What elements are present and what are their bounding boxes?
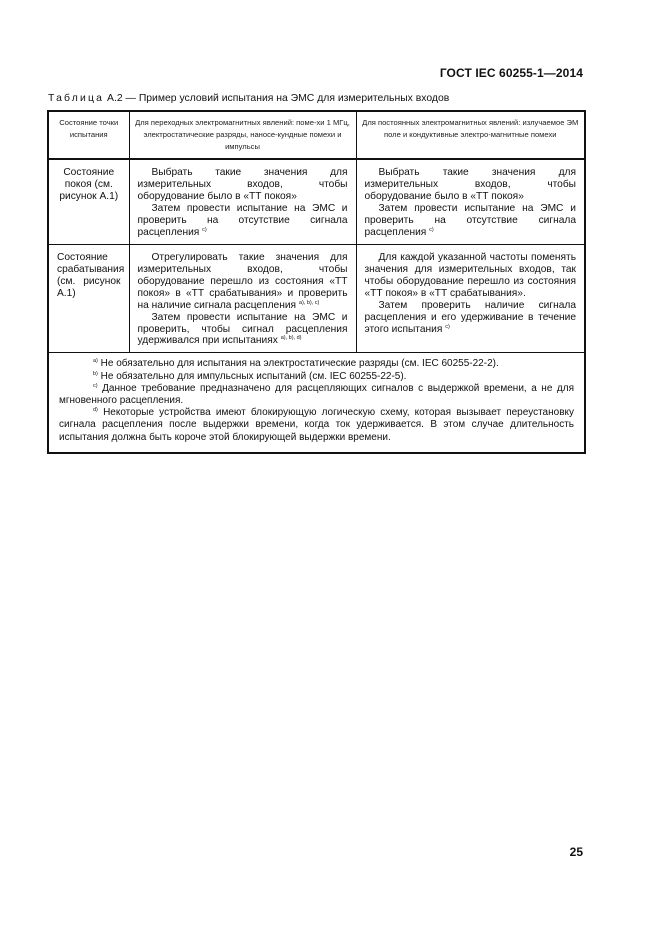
table-note: $^{d)}$ Некоторые устройства имеют блокирующую логическую схему, которая вызывает переустановку сигнала расцепления после выдержки времени, когда ток удерживается. В этом случае длительность испытания должна быть короче этой блокирующей выдержки времени. — [59, 407, 574, 443]
emc-test-table — [47, 110, 586, 454]
cell-paragraph: Выбрать такие значения для измерительных входов, чтобы оборудование было в «ТТ покоя» — [364, 167, 576, 203]
footnote-ref: c) — [202, 226, 207, 233]
document-header: ГОСТ IEC 60255-1—2014 — [439, 66, 583, 80]
continuous-cell — [356, 159, 585, 244]
table-note: $^{b)}$ Не обязательно для импульсных испытаний (см. IEC 60255-22-5). — [93, 370, 407, 382]
header-test-point-state: Состояние точки испытания — [48, 111, 129, 159]
table-header-row — [48, 111, 585, 159]
table-notes — [48, 353, 585, 453]
footnote-ref: c) — [445, 323, 450, 330]
continuous-cell — [356, 244, 585, 353]
transient-cell — [129, 244, 356, 353]
table-row — [48, 244, 585, 353]
footnote-ref: c) — [429, 226, 434, 233]
table-caption — [48, 93, 449, 104]
state-cell: Состояние покоя (см. рисунок А.1) — [48, 159, 129, 244]
footnote-ref: a), b), d) — [280, 335, 302, 342]
cell-paragraph: Для каждой указанной частоты поменять значения для измерительных входов, так чтобы оборудование перешло из состояния «ТТ покоя» в «ТТ срабатывания». — [364, 251, 576, 299]
header-transient-phenomena: Для переходных электромагнитных явлений: поме-хи 1 МГц, электростатические разряды, наносе-кундные помехи и импульсы — [129, 111, 356, 159]
caption-dash: — — [125, 93, 136, 104]
cell-paragraph: Затем провести испытание на ЭМС и проверить на отсутствие сигнала расцепления $^{c)}$ — [364, 203, 576, 238]
cell-paragraph: Затем проверить наличие сигнала расцепления и его удерживание в течение этого испытания $^{c)}$ — [364, 299, 576, 335]
table-note: $^{c)}$ Данное требование предназначено для расцепляющих сигналов с выдержкой времени, а не для мгновенного расцепления. — [59, 382, 575, 406]
caption-label: Таблица — [48, 93, 105, 104]
caption-title: Пример условий испытания на ЭМС для измерительных входов — [138, 93, 450, 104]
caption-number: А.2 — [107, 93, 123, 104]
page-number: 25 — [569, 845, 583, 859]
header-continuous-phenomena: Для постоянных электромагнитных явлений: излучаемое ЭМ поле и кондуктивные электро-магнитные помехи — [356, 111, 585, 159]
cell-paragraph: Затем провести испытание на ЭМС и проверить, чтобы сигнал расцепления удерживался при испытаниях $^{a), b), d)}$ — [137, 311, 348, 347]
cell-paragraph: Выбрать такие значения для измерительных входов, чтобы оборудование было в «ТТ покоя» — [137, 167, 348, 203]
notes-row — [48, 353, 585, 453]
cell-paragraph: Затем провести испытание на ЭМС и проверить на отсутствие сигнала расцепления $^{c)}$ — [137, 203, 348, 238]
transient-cell — [129, 159, 356, 244]
cell-paragraph: Отрегулировать такие значения для измерительных входов, чтобы оборудование перешло из состояния «ТТ покоя» в «ТТ срабатывания» и проверить на наличие сигнала расцепления $^{a), b), c)}$ — [137, 251, 348, 311]
state-cell: Состояние срабатывания (см. рисунок А.1) — [48, 244, 129, 353]
table-note: $^{a)}$ Не обязательно для испытания на электростатические разряды (см. IEC 60255-22-2). — [93, 358, 499, 370]
footnote-ref: a), b), c) — [298, 299, 320, 306]
table-row — [48, 159, 585, 244]
